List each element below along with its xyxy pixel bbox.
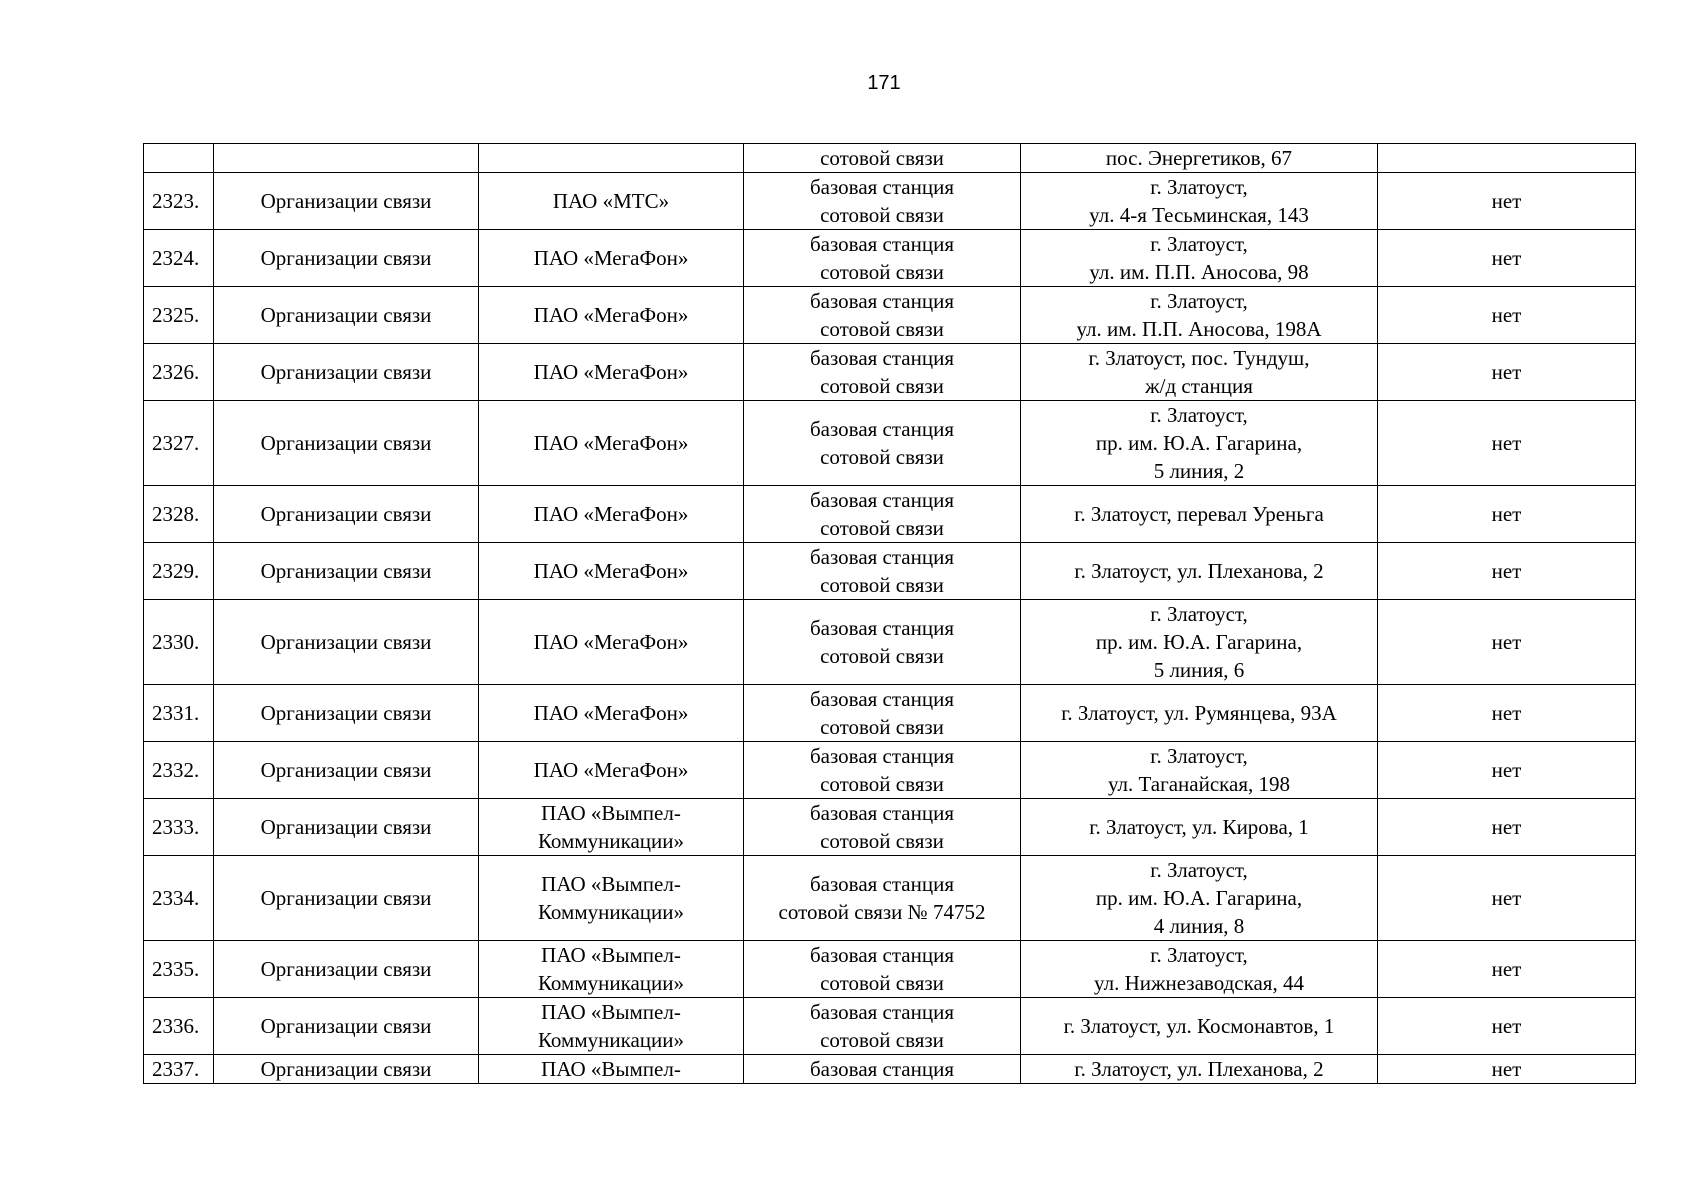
address-cell: [1021, 856, 1378, 941]
object-cell-line: базовая станция: [810, 232, 954, 256]
address-cell-line: пр. им. Ю.А. Гагарина,: [1095, 431, 1303, 455]
category-cell: Организации связи: [214, 344, 479, 401]
flag-cell: нет: [1378, 543, 1636, 600]
address-cell-line: ул. им. П.П. Аносова, 98: [1089, 260, 1309, 284]
flag-cell: нет: [1378, 600, 1636, 685]
object-cell-line: базовая станция: [810, 872, 954, 896]
object-cell-line: базовая станция: [810, 175, 954, 199]
address-cell-line: г. Златоуст, ул. Кирова, 1: [1089, 815, 1309, 839]
flag-cell: нет: [1378, 856, 1636, 941]
row-number-cell: 2330.: [144, 600, 214, 685]
address-cell: [1021, 1055, 1378, 1084]
object-cell: [744, 941, 1021, 998]
object-cell-line: сотовой связи: [820, 146, 944, 170]
address-cell: [1021, 685, 1378, 742]
table-row: [144, 998, 1636, 1055]
address-cell-line: г. Златоуст,: [1150, 744, 1248, 768]
object-cell: [744, 543, 1021, 600]
flag-cell: нет: [1378, 486, 1636, 543]
object-cell-line: сотовой связи: [820, 644, 944, 668]
address-cell: [1021, 998, 1378, 1055]
operator-cell: [479, 230, 744, 287]
row-number-cell: 2325.: [144, 287, 214, 344]
object-cell: [744, 173, 1021, 230]
operator-cell-line: ПАО «МегаФон»: [533, 559, 689, 583]
flag-cell: нет: [1378, 685, 1636, 742]
flag-cell: нет: [1378, 1055, 1636, 1084]
object-cell-line: сотовой связи: [820, 317, 944, 341]
operator-cell: [479, 941, 744, 998]
address-cell: [1021, 144, 1378, 173]
address-cell-line: г. Златоуст, ул. Румянцева, 93А: [1061, 701, 1337, 725]
table-row: [144, 173, 1636, 230]
operator-cell-line: Коммуникации»: [537, 1028, 685, 1052]
address-cell-line: 5 линия, 2: [1153, 459, 1245, 483]
table-row: [144, 600, 1636, 685]
object-cell-line: сотовой связи: [820, 203, 944, 227]
category-cell: Организации связи: [214, 600, 479, 685]
object-cell: [744, 998, 1021, 1055]
address-cell-line: г. Златоуст,: [1150, 858, 1248, 882]
operator-cell: [479, 742, 744, 799]
flag-cell: нет: [1378, 941, 1636, 998]
operator-cell: [479, 799, 744, 856]
address-cell: [1021, 486, 1378, 543]
address-cell-line: ул. 4-я Тесьминская, 143: [1089, 203, 1309, 227]
address-cell-line: г. Златоуст,: [1150, 602, 1248, 626]
address-cell-line: г. Златоуст, ул. Плеханова, 2: [1074, 559, 1324, 583]
object-cell-line: базовая станция: [810, 943, 954, 967]
address-cell-line: пос. Энергетиков, 67: [1105, 146, 1293, 170]
table-row: [144, 344, 1636, 401]
category-cell: Организации связи: [214, 173, 479, 230]
registry-table: [143, 143, 1636, 1084]
row-number-cell: 2333.: [144, 799, 214, 856]
address-cell-line: 4 линия, 8: [1153, 914, 1245, 938]
operator-cell-line: ПАО «МегаФон»: [533, 360, 689, 384]
operator-cell: [479, 144, 744, 173]
flag-cell: нет: [1378, 742, 1636, 799]
category-cell: Организации связи: [214, 856, 479, 941]
table-row: [144, 799, 1636, 856]
object-cell-line: сотовой связи: [820, 573, 944, 597]
address-cell-line: ж/д станция: [1145, 374, 1253, 398]
object-cell: [744, 685, 1021, 742]
address-cell-line: г. Златоуст,: [1150, 289, 1248, 313]
address-cell-line: 5 линия, 6: [1153, 658, 1245, 682]
row-number-cell: 2335.: [144, 941, 214, 998]
operator-cell-line: ПАО «МТС»: [552, 189, 670, 213]
operator-cell-line: ПАО «Вымпел-: [541, 872, 681, 896]
object-cell-line: базовая станция: [810, 687, 954, 711]
table-row: [144, 287, 1636, 344]
table-row: [144, 1055, 1636, 1084]
object-cell: [744, 287, 1021, 344]
operator-cell: [479, 401, 744, 486]
object-cell-line: сотовой связи: [820, 772, 944, 796]
category-cell: Организации связи: [214, 941, 479, 998]
table-row: [144, 144, 1636, 173]
row-number-cell: 2336.: [144, 998, 214, 1055]
address-cell: [1021, 799, 1378, 856]
flag-cell: нет: [1378, 799, 1636, 856]
address-cell-line: г. Златоуст,: [1150, 403, 1248, 427]
category-cell: Организации связи: [214, 998, 479, 1055]
category-cell: [214, 144, 479, 173]
category-cell: Организации связи: [214, 543, 479, 600]
object-cell-line: сотовой связи: [820, 971, 944, 995]
table-row: [144, 401, 1636, 486]
operator-cell: [479, 685, 744, 742]
row-number-cell: 2329.: [144, 543, 214, 600]
address-cell-line: г. Златоуст, пос. Тундуш,: [1088, 346, 1310, 370]
address-cell: [1021, 287, 1378, 344]
table-row: [144, 941, 1636, 998]
address-cell-line: пр. им. Ю.А. Гагарина,: [1095, 886, 1303, 910]
category-cell: Организации связи: [214, 685, 479, 742]
table-row: [144, 742, 1636, 799]
table-row: [144, 856, 1636, 941]
flag-cell: нет: [1378, 998, 1636, 1055]
operator-cell: [479, 173, 744, 230]
object-cell: [744, 486, 1021, 543]
object-cell-line: сотовой связи: [820, 1028, 944, 1052]
object-cell-line: сотовой связи: [820, 374, 944, 398]
registry-table-body: [144, 144, 1636, 1084]
category-cell: Организации связи: [214, 799, 479, 856]
row-number-cell: 2326.: [144, 344, 214, 401]
object-cell-line: базовая станция: [810, 744, 954, 768]
object-cell-line: базовая станция: [810, 346, 954, 370]
operator-cell-line: ПАО «МегаФон»: [533, 630, 689, 654]
flag-cell: нет: [1378, 401, 1636, 486]
operator-cell-line: ПАО «Вымпел-: [541, 1000, 681, 1024]
flag-cell: нет: [1378, 287, 1636, 344]
address-cell: [1021, 600, 1378, 685]
address-cell-line: г. Златоуст,: [1150, 943, 1248, 967]
address-cell-line: пр. им. Ю.А. Гагарина,: [1095, 630, 1303, 654]
object-cell: [744, 600, 1021, 685]
object-cell-line: базовая станция: [810, 488, 954, 512]
object-cell-line: сотовой связи: [820, 829, 944, 853]
address-cell-line: ул. им. П.П. Аносова, 198А: [1076, 317, 1322, 341]
operator-cell-line: Коммуникации»: [537, 900, 685, 924]
operator-cell-line: Коммуникации»: [537, 971, 685, 995]
operator-cell-line: ПАО «МегаФон»: [533, 502, 689, 526]
operator-cell-line: ПАО «МегаФон»: [533, 431, 689, 455]
object-cell: [744, 344, 1021, 401]
flag-cell: [1378, 144, 1636, 173]
table-row: [144, 543, 1636, 600]
object-cell: [744, 144, 1021, 173]
table-row: [144, 685, 1636, 742]
flag-cell: нет: [1378, 230, 1636, 287]
operator-cell: [479, 600, 744, 685]
address-cell: [1021, 344, 1378, 401]
row-number-cell: 2324.: [144, 230, 214, 287]
row-number-cell: 2323.: [144, 173, 214, 230]
address-cell: [1021, 543, 1378, 600]
operator-cell: [479, 344, 744, 401]
object-cell-line: сотовой связи: [820, 260, 944, 284]
row-number-cell: 2334.: [144, 856, 214, 941]
address-cell-line: г. Златоуст, ул. Плеханова, 2: [1074, 1057, 1324, 1081]
object-cell-line: базовая станция: [810, 801, 954, 825]
operator-cell: [479, 486, 744, 543]
operator-cell-line: ПАО «МегаФон»: [533, 758, 689, 782]
operator-cell: [479, 543, 744, 600]
flag-cell: нет: [1378, 344, 1636, 401]
object-cell-line: базовая станция: [810, 616, 954, 640]
operator-cell-line: ПАО «Вымпел-: [541, 801, 681, 825]
object-cell-line: базовая станция: [810, 1057, 954, 1081]
object-cell: [744, 1055, 1021, 1084]
operator-cell-line: ПАО «МегаФон»: [533, 701, 689, 725]
object-cell-line: базовая станция: [810, 545, 954, 569]
category-cell: Организации связи: [214, 742, 479, 799]
object-cell-line: сотовой связи № 74752: [778, 900, 986, 924]
operator-cell-line: Коммуникации»: [537, 829, 685, 853]
address-cell-line: г. Златоуст,: [1150, 175, 1248, 199]
operator-cell: [479, 287, 744, 344]
object-cell: [744, 799, 1021, 856]
operator-cell-line: ПАО «Вымпел-: [541, 1057, 681, 1081]
object-cell-line: базовая станция: [810, 417, 954, 441]
row-number-cell: 2332.: [144, 742, 214, 799]
table-row: [144, 486, 1636, 543]
operator-cell-line: ПАО «МегаФон»: [533, 303, 689, 327]
operator-cell: [479, 856, 744, 941]
address-cell: [1021, 742, 1378, 799]
category-cell: Организации связи: [214, 230, 479, 287]
object-cell: [744, 742, 1021, 799]
operator-cell-line: ПАО «МегаФон»: [533, 246, 689, 270]
row-number-cell: 2331.: [144, 685, 214, 742]
object-cell-line: сотовой связи: [820, 445, 944, 469]
category-cell: Организации связи: [214, 486, 479, 543]
address-cell: [1021, 401, 1378, 486]
address-cell-line: ул. Нижнезаводская, 44: [1094, 971, 1304, 995]
table-row: [144, 230, 1636, 287]
address-cell-line: г. Златоуст, ул. Космонавтов, 1: [1063, 1014, 1335, 1038]
object-cell-line: сотовой связи: [820, 516, 944, 540]
address-cell: [1021, 941, 1378, 998]
object-cell-line: базовая станция: [810, 1000, 954, 1024]
category-cell: Организации связи: [214, 401, 479, 486]
row-number-cell: 2337.: [144, 1055, 214, 1084]
object-cell: [744, 856, 1021, 941]
category-cell: Организации связи: [214, 287, 479, 344]
flag-cell: нет: [1378, 173, 1636, 230]
address-cell-line: г. Златоуст, перевал Уреньга: [1074, 502, 1324, 526]
object-cell-line: сотовой связи: [820, 715, 944, 739]
operator-cell-line: ПАО «Вымпел-: [541, 943, 681, 967]
object-cell: [744, 230, 1021, 287]
address-cell-line: г. Златоуст,: [1150, 232, 1248, 256]
page-number: 171: [867, 72, 901, 94]
row-number-cell: 2328.: [144, 486, 214, 543]
operator-cell: [479, 1055, 744, 1084]
object-cell: [744, 401, 1021, 486]
address-cell: [1021, 173, 1378, 230]
row-number-cell: 2327.: [144, 401, 214, 486]
category-cell: Организации связи: [214, 1055, 479, 1084]
address-cell: [1021, 230, 1378, 287]
address-cell-line: ул. Таганайская, 198: [1107, 772, 1291, 796]
operator-cell: [479, 998, 744, 1055]
object-cell-line: базовая станция: [810, 289, 954, 313]
row-number-cell: [144, 144, 214, 173]
